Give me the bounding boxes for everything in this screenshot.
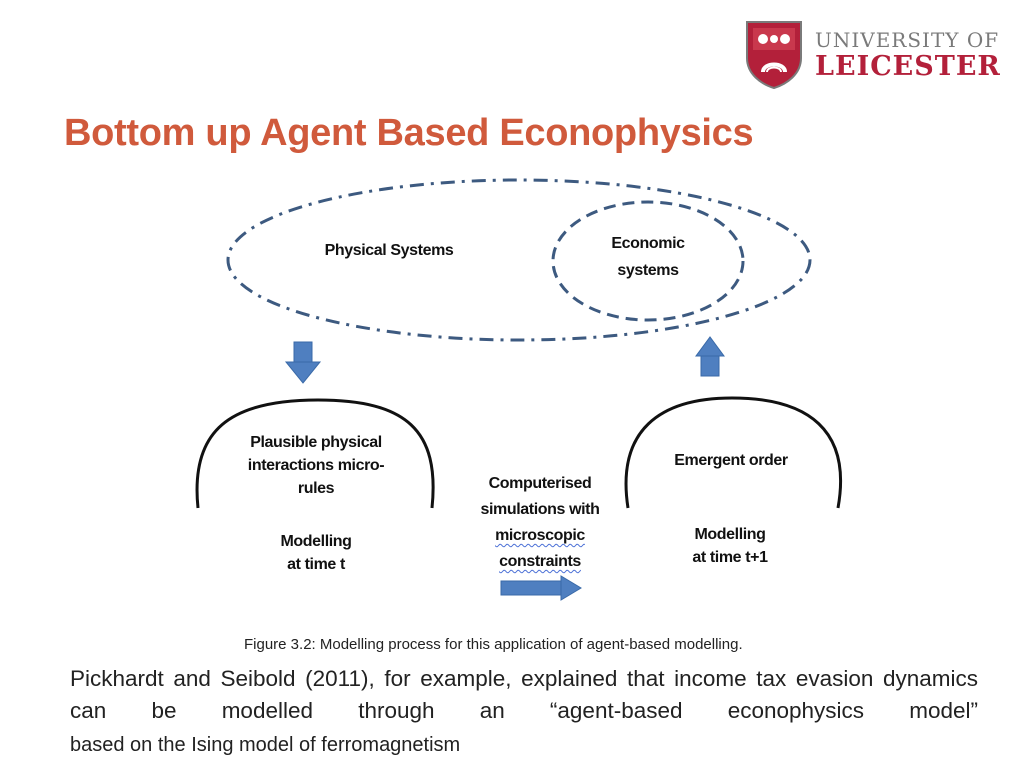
logo-line-leicester: LEICESTER (815, 51, 1001, 82)
body-paragraph-last-line: based on the Ising model of ferromagnetism (70, 734, 461, 756)
logo-line-university: UNIVERSITY OF (815, 28, 1000, 52)
left-box-label (230, 431, 402, 500)
right-arrow-icon (501, 576, 581, 600)
left-box-line-1: Plausible physical (250, 434, 382, 451)
economic-systems-label (598, 230, 698, 284)
emergent-order-text: Emergent order (674, 452, 788, 469)
right-modelling-label (662, 523, 798, 569)
economic-line-1: Economic (611, 235, 685, 252)
slide-title: Bottom up Agent Based Econophysics (64, 112, 754, 154)
simulation-label (462, 471, 618, 575)
emergent-order-label (656, 449, 806, 472)
simulation-line-1: Computerised (488, 475, 592, 492)
simulation-line-3: microscopic (495, 527, 585, 544)
figure-caption: Figure 3.2: Modelling process for this application of agent-based modelling. (244, 636, 743, 653)
down-arrow-icon (286, 342, 320, 383)
left-modelling-line-2: at time t (287, 556, 345, 573)
physical-systems-text: Physical Systems (324, 242, 454, 259)
left-box-line-3: rules (297, 480, 335, 497)
up-arrow-icon (696, 337, 724, 376)
right-modelling-line-1: Modelling (694, 526, 766, 543)
simulation-line-2: simulations with (480, 501, 600, 518)
left-modelling-line-1: Modelling (280, 533, 352, 550)
simulation-line-4: constraints (499, 553, 581, 570)
left-box-line-2: interactions micro- (247, 457, 385, 474)
economic-line-2: systems (617, 262, 679, 279)
body-paragraph (70, 663, 978, 727)
physical-systems-label (316, 239, 462, 262)
body-paragraph-text: Pickhardt and Seibold (2011), for example, explained that income tax evasion dynamics can be modelled through an “agent-based econophysics model” (70, 666, 978, 723)
left-modelling-label (246, 530, 386, 576)
right-modelling-line-2: at time t+1 (692, 549, 768, 566)
